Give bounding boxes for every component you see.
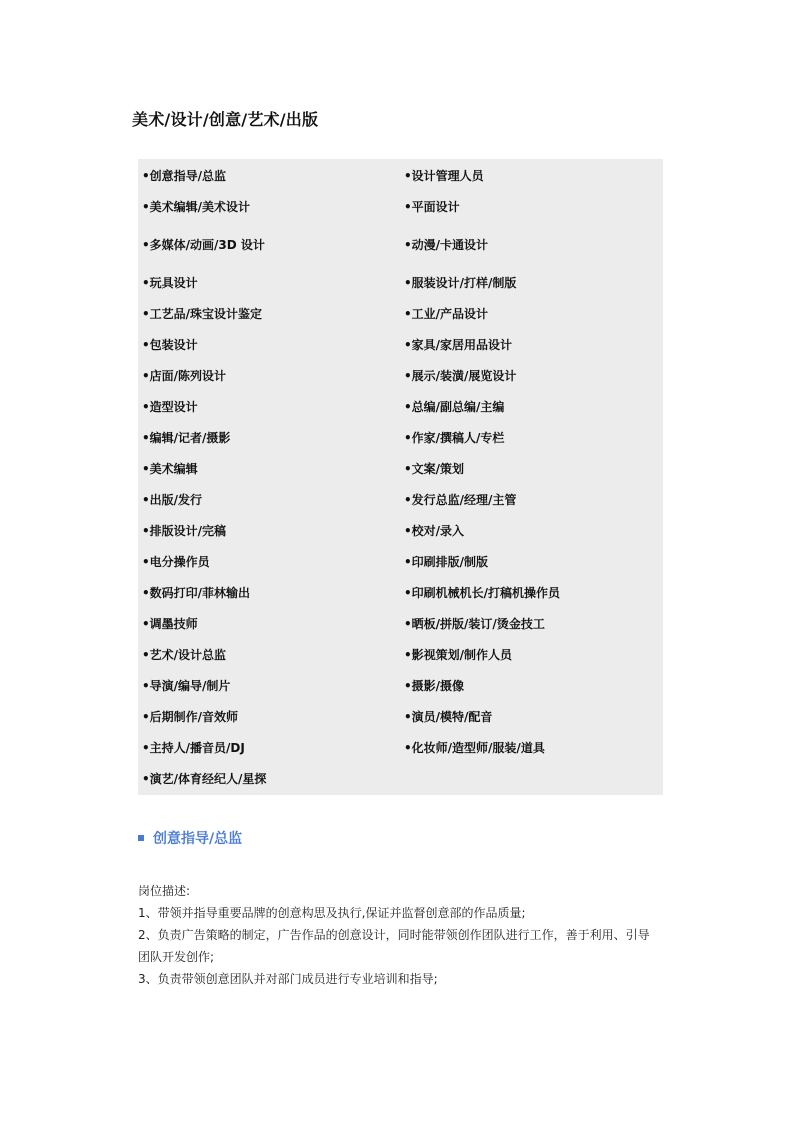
job-item: •美术编辑/美术设计: [142, 200, 251, 214]
description-line: 3、负责带领创意团队并对部门成员进行专业培训和指导;: [138, 972, 438, 986]
description-line: 团队开发创作;: [138, 950, 215, 964]
description-label: 岗位描述:: [138, 884, 191, 898]
job-item: •导演/编导/制片: [142, 679, 231, 693]
job-item: •影视策划/制作人员: [404, 648, 513, 662]
job-item: •工业/产品设计: [404, 307, 489, 321]
job-item: •展示/装潢/展览设计: [404, 369, 517, 383]
job-item: •数码打印/菲林输出: [142, 586, 251, 600]
job-item: •编辑/记者/摄影: [142, 431, 231, 445]
job-item: •晒板/拼版/装订/烫金技工: [404, 617, 545, 631]
job-item: •动漫/卡通设计: [404, 238, 489, 252]
job-item: •作家/撰稿人/专栏: [404, 431, 505, 445]
job-item: •总编/副总编/主编: [404, 400, 505, 414]
job-item: •电分操作员: [142, 555, 210, 569]
section-heading: [138, 828, 242, 848]
job-item: •工艺品/珠宝设计鉴定: [142, 307, 263, 321]
job-item: •演员/模特/配音: [404, 710, 493, 724]
job-item: •调墨技师: [142, 617, 198, 631]
job-item: •家具/家居用品设计: [404, 338, 513, 352]
description-line: 1、带领并指导重要品牌的创意构思及执行,保证并监督创意部的作品质量;: [138, 906, 526, 920]
job-item: •主持人/播音员/DJ: [142, 741, 245, 755]
job-item: •设计管理人员: [404, 169, 484, 183]
job-item: •店面/陈列设计: [142, 369, 227, 383]
job-item: •出版/发行: [142, 493, 203, 507]
job-item: •校对/录入: [404, 524, 465, 538]
job-category-table: [138, 159, 663, 795]
job-item: •玩具设计: [142, 276, 198, 290]
job-item: •美术编辑: [142, 462, 198, 476]
job-item: •印刷排版/制版: [404, 555, 489, 569]
job-item: •造型设计: [142, 400, 198, 414]
job-item: •化妆师/造型师/服装/道具: [404, 741, 545, 755]
job-item: •服装设计/打样/制版: [404, 276, 517, 290]
description-line: 2、负责广告策略的制定，广告作品的创意设计，同时能带领创作团队进行工作，善于利用、引导: [138, 928, 650, 942]
job-item: •印刷机械机长/打稿机操作员: [404, 586, 561, 600]
job-item: •发行总监/经理/主管: [404, 493, 517, 507]
square-bullet-icon: [138, 835, 144, 841]
job-item: •后期制作/音效师: [142, 710, 239, 724]
page-title: 美术/设计/创意/艺术/出版: [132, 110, 319, 129]
job-item: •摄影/摄像: [404, 679, 465, 693]
job-item: •艺术/设计总监: [142, 648, 227, 662]
job-item: •演艺/体育经纪人/星探: [142, 772, 267, 786]
job-item: •多媒体/动画/3D 设计: [142, 238, 265, 252]
job-item: •排版设计/完稿: [142, 524, 227, 538]
job-item: •平面设计: [404, 200, 460, 214]
job-description: [138, 880, 663, 990]
section-heading-text: 创意指导/总监: [153, 831, 243, 847]
job-item: •文案/策划: [404, 462, 465, 476]
job-item: •创意指导/总监: [142, 169, 227, 183]
job-item: •包装设计: [142, 338, 198, 352]
